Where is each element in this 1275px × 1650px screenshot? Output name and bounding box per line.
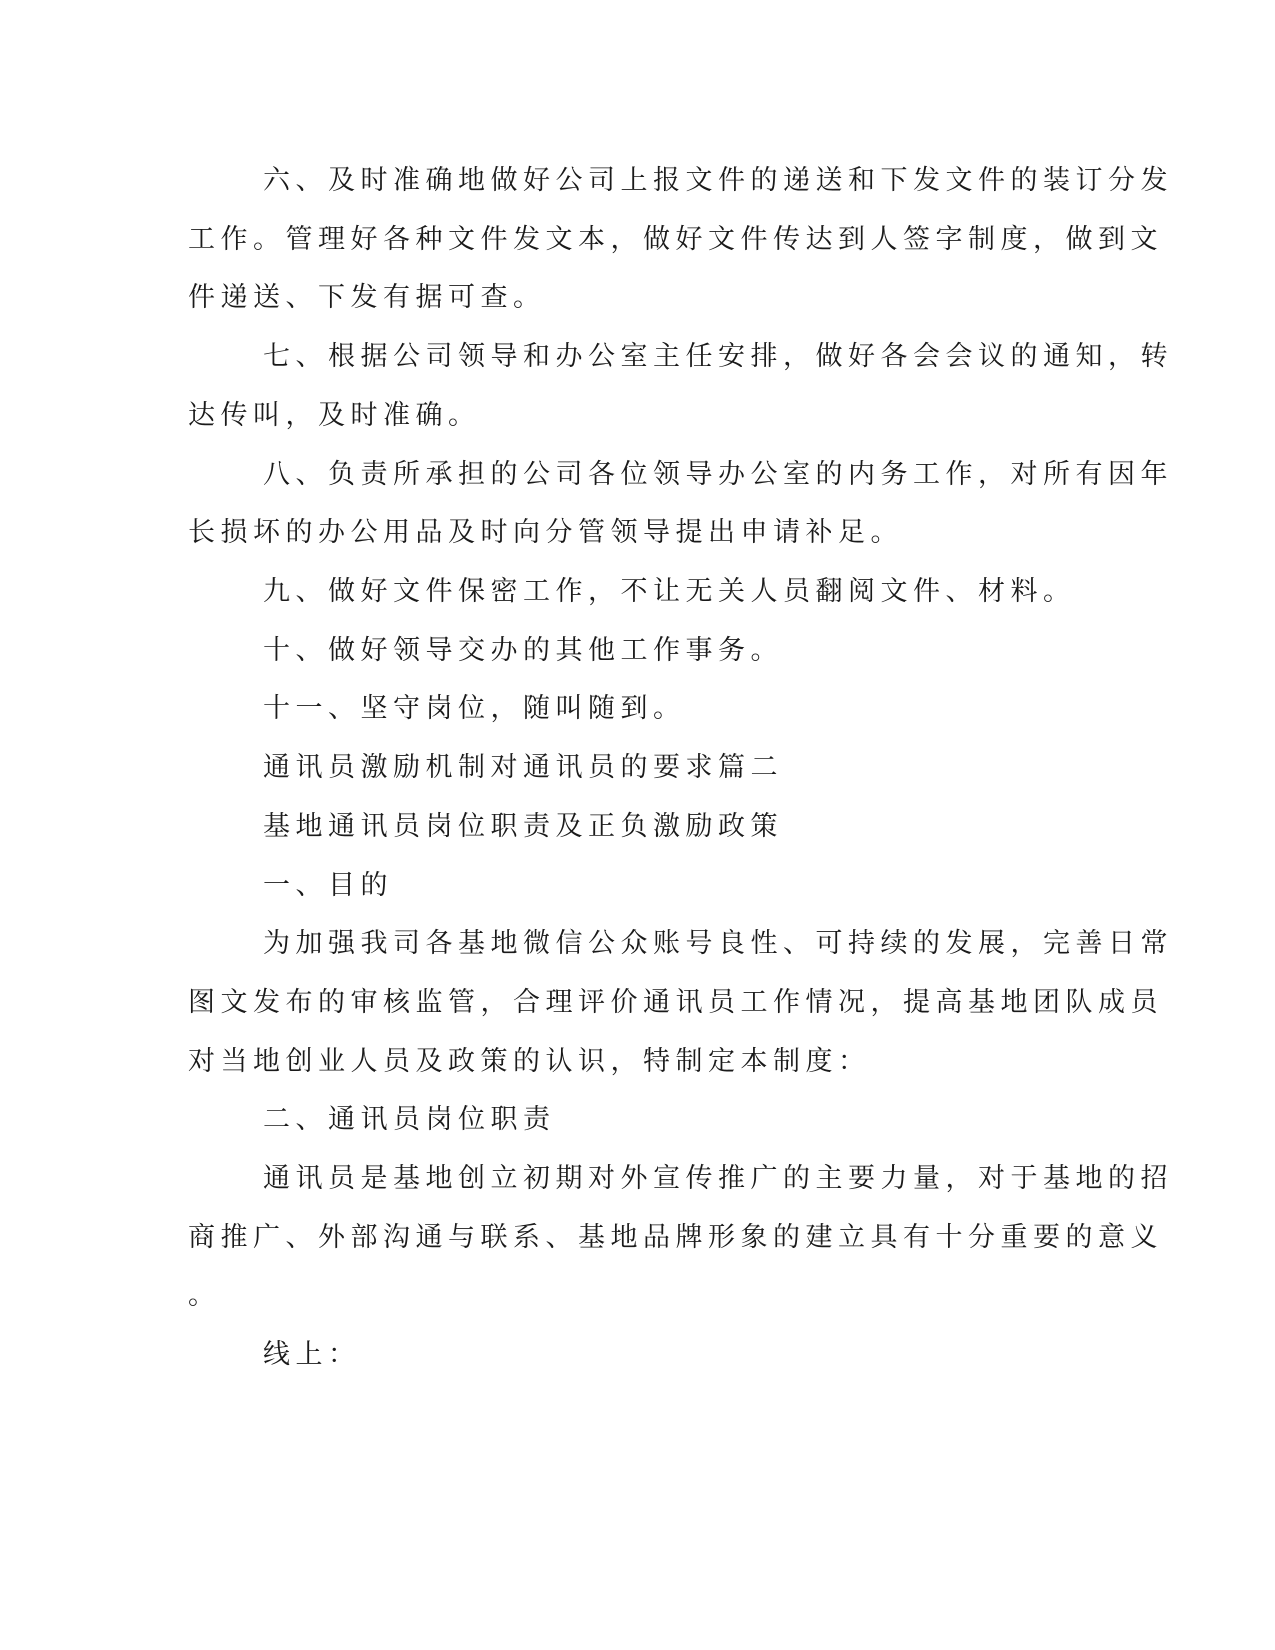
paragraph-line: 十、做好领导交办的其他工作事务。 — [263, 635, 783, 666]
paragraph-line: 工作。管理好各种文件发文本，做好文件传达到人签字制度，做到文 — [188, 224, 1163, 255]
section-heading: 二、通讯员岗位职责 — [263, 1104, 556, 1135]
paragraph-line: 长损坏的办公用品及时向分管领导提出申请补足。 — [188, 517, 903, 548]
section-title: 通讯员激励机制对通讯员的要求篇二 — [263, 752, 783, 783]
section-heading: 一、目的 — [263, 870, 393, 901]
paragraph-line: 线上： — [263, 1339, 361, 1370]
paragraph-line: 。 — [188, 1280, 221, 1311]
paragraph-line: 对当地创业人员及政策的认识，特制定本制度： — [188, 1046, 871, 1077]
paragraph-line: 七、根据公司领导和办公室主任安排，做好各会会议的通知，转 — [263, 341, 1173, 372]
paragraph-line: 达传叫，及时准确。 — [188, 400, 481, 431]
paragraph-line: 八、负责所承担的公司各位领导办公室的内务工作，对所有因年 — [263, 459, 1173, 490]
paragraph-line: 十一、坚守岗位，随叫随到。 — [263, 693, 686, 724]
paragraph-line: 六、及时准确地做好公司上报文件的递送和下发文件的装订分发 — [263, 165, 1173, 196]
paragraph-line: 件递送、下发有据可查。 — [188, 282, 546, 313]
paragraph-line: 通讯员是基地创立初期对外宣传推广的主要力量，对于基地的招 — [263, 1163, 1173, 1194]
paragraph-line: 为加强我司各基地微信公众账号良性、可持续的发展，完善日常 — [263, 928, 1173, 959]
paragraph-line: 商推广、外部沟通与联系、基地品牌形象的建立具有十分重要的意义 — [188, 1222, 1163, 1253]
section-subtitle: 基地通讯员岗位职责及正负激励政策 — [263, 811, 783, 842]
paragraph-line: 九、做好文件保密工作，不让无关人员翻阅文件、材料。 — [263, 576, 1076, 607]
paragraph-line: 图文发布的审核监管，合理评价通讯员工作情况，提高基地团队成员 — [188, 987, 1163, 1018]
